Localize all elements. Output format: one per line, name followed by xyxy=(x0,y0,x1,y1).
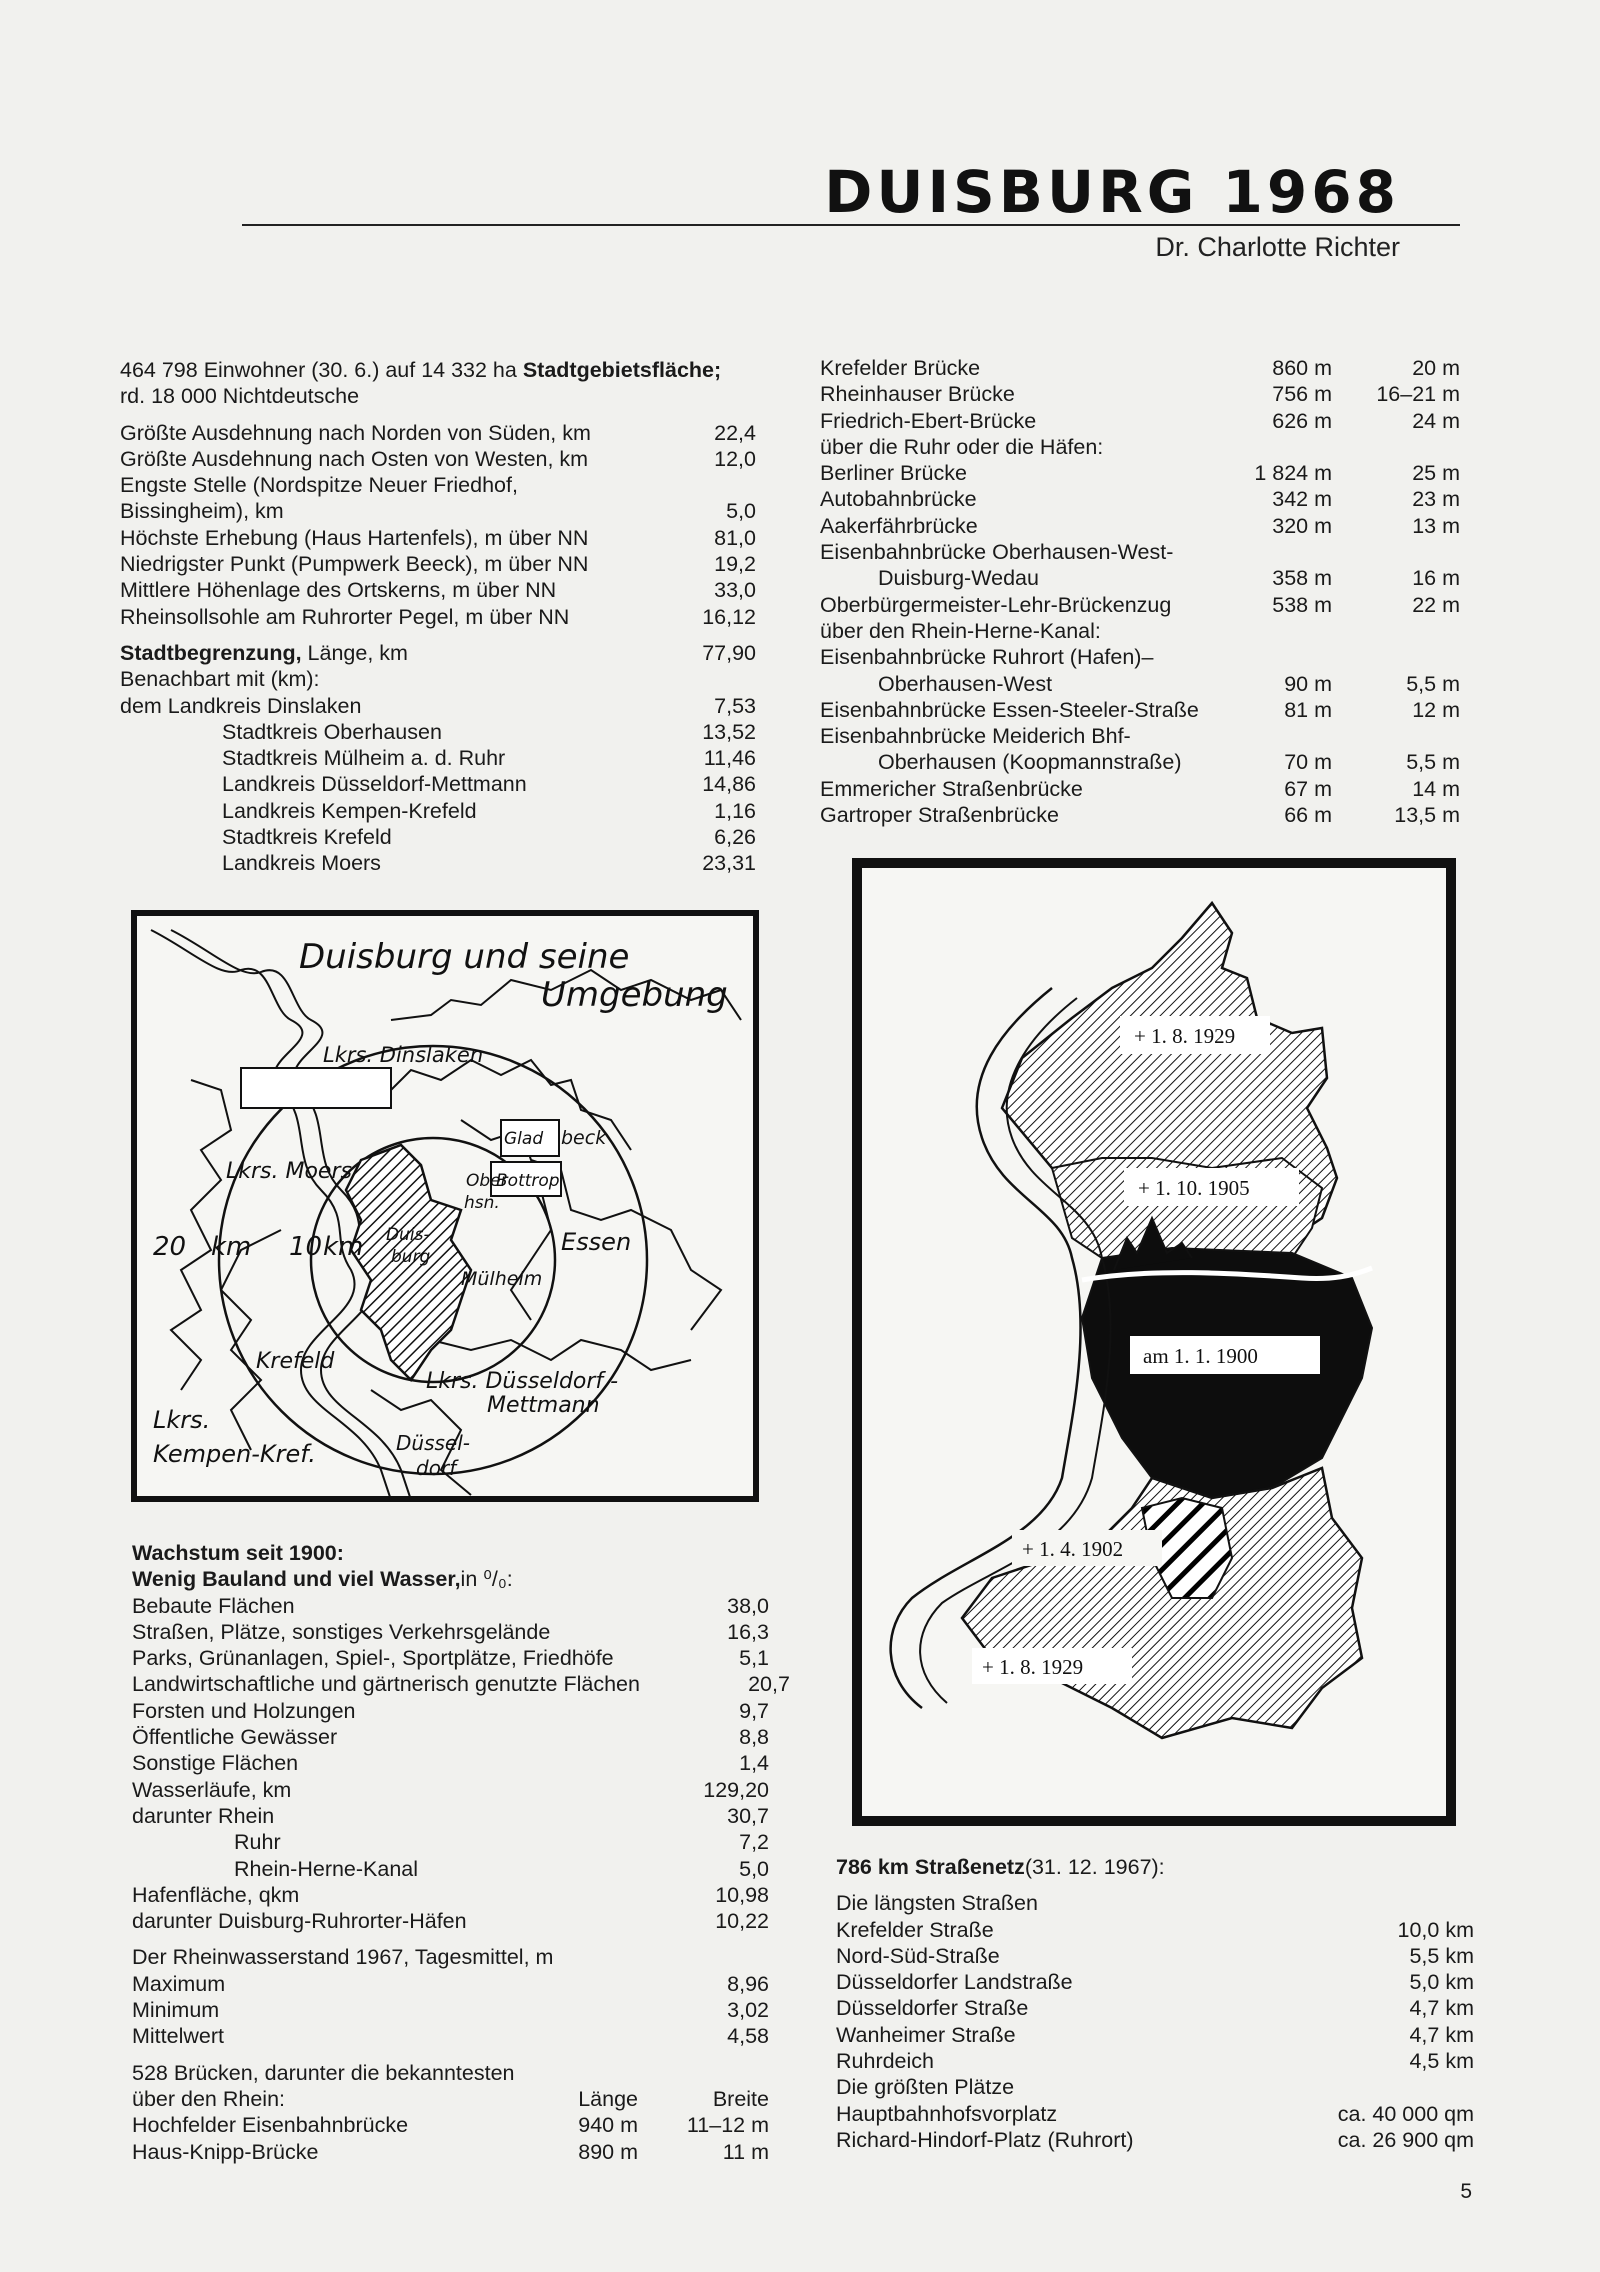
row-label: Minimum xyxy=(132,1998,220,2023)
table-row xyxy=(132,1856,769,1882)
bridge-length: 890 m xyxy=(578,2139,638,2164)
row-value: 7,2 xyxy=(739,1830,769,1855)
page-title: DUISBURG 1968 xyxy=(824,158,1400,226)
row-label-suffix: Länge, km xyxy=(301,640,408,665)
table-row xyxy=(120,719,756,745)
table-row xyxy=(836,2074,1474,2100)
row-value: 5,0 km xyxy=(1409,1970,1474,1995)
label-1902: + 1. 4. 1902 xyxy=(1022,1537,1124,1561)
row-label: dem Landkreis Dinslaken xyxy=(120,693,362,718)
table-row xyxy=(120,383,756,409)
bridge-row xyxy=(820,644,1460,670)
streets-heading-bold: 786 km Straßenetz xyxy=(836,1855,1025,1879)
label-duesseldorf-1: Düssel- xyxy=(396,1431,470,1455)
surroundings-map xyxy=(131,910,759,1502)
row-label: Größte Ausdehnung nach Osten von Westen, km xyxy=(120,446,589,471)
row-value: 30,7 xyxy=(727,1803,769,1828)
bridge-width xyxy=(1332,434,1460,460)
bridge-row xyxy=(820,513,1460,539)
table-row xyxy=(836,1995,1474,2021)
bridge-row xyxy=(820,671,1460,697)
row-value: 14,86 xyxy=(702,772,756,797)
row-value: 33,0 xyxy=(714,578,756,603)
bridge-name: Oberhausen-West xyxy=(878,671,1053,696)
title-rule xyxy=(242,224,1460,226)
author-name: Dr. Charlotte Richter xyxy=(1155,232,1400,262)
label-oberhausen-1: Ober xyxy=(466,1171,508,1191)
label-gladbeck-2: beck xyxy=(561,1127,607,1149)
row-value xyxy=(606,472,756,498)
row-label: Maximum xyxy=(132,1971,226,1996)
rhine-bridges-header-width: Breite xyxy=(712,2086,769,2111)
row-value xyxy=(606,666,756,692)
map-title-line2: Umgebung xyxy=(541,975,728,1015)
row-label: Rheinsollsohle am Ruhrorter Pegel, m über NN xyxy=(120,604,570,629)
row-label: Ruhr xyxy=(234,1830,281,1855)
row-value: 5,0 xyxy=(726,499,756,524)
row-value: 10,22 xyxy=(715,1909,769,1934)
row-label: Die größten Plätze xyxy=(836,2075,1015,2100)
bridge-row xyxy=(820,802,1460,828)
bridge-row xyxy=(820,723,1460,749)
bridge-name: Berliner Brücke xyxy=(820,461,967,486)
label-km-20: km xyxy=(211,1232,252,1262)
label-krefeld: Krefeld xyxy=(256,1349,335,1374)
bridge-width: 11–12 m xyxy=(686,2113,769,2138)
growth-heading-1: Wachstum seit 1900: xyxy=(132,1541,344,1565)
bridge-name: Eisenbahnbrücke Essen-Steeler-Straße xyxy=(820,697,1199,722)
row-value: 10,0 km xyxy=(1397,1917,1474,1942)
row-label: Parks, Grünanlagen, Spiel-, Sportplätze, Friedhöfe xyxy=(132,1646,614,1671)
row-value: 4,58 xyxy=(727,2024,769,2049)
row-label: Wanheimer Straße xyxy=(836,2022,1016,2047)
row-label: Bebaute Flächen xyxy=(132,1593,295,1618)
table-row xyxy=(120,551,756,577)
row-value: 16,3 xyxy=(727,1619,769,1644)
table-row xyxy=(132,1619,769,1645)
bridge-row xyxy=(820,408,1460,434)
bridge-name: über den Rhein-Herne-Kanal: xyxy=(820,618,1101,643)
bridge-width xyxy=(1332,618,1460,644)
label-duesseldorf-mettmann-2: Mettmann xyxy=(487,1393,600,1418)
bridge-length: 756 m xyxy=(1272,382,1332,407)
surroundings-map-svg xyxy=(131,910,759,1502)
row-value: 4,5 km xyxy=(1409,2049,1474,2074)
row-value: ca. 40 000 qm xyxy=(1337,2101,1474,2126)
bridge-name: Krefelder Brücke xyxy=(820,356,981,380)
row-value xyxy=(606,383,756,409)
row-label: Düsseldorfer Landstraße xyxy=(836,1970,1073,1995)
row-label: Höchste Erhebung (Haus Hartenfels), m über NN xyxy=(120,525,589,550)
table-row xyxy=(120,498,756,524)
bridge-length: 538 m xyxy=(1272,592,1332,617)
bridge-length: 66 m xyxy=(1284,803,1332,828)
row-value: 1,4 xyxy=(739,1751,769,1776)
label-oberhausen-2: hsn. xyxy=(464,1193,500,1213)
table-row xyxy=(120,357,756,383)
bridge-length xyxy=(1202,434,1332,460)
table-row xyxy=(836,1943,1474,1969)
bridge-width: 22 m xyxy=(1412,592,1460,617)
bridge-row xyxy=(132,2112,769,2138)
row-value: 4,7 km xyxy=(1409,2022,1474,2047)
row-value: 22,4 xyxy=(714,420,756,445)
city-statistics xyxy=(120,357,756,877)
bridge-length: 1 824 m xyxy=(1254,461,1332,486)
row-value: ca. 26 900 qm xyxy=(1337,2127,1474,2152)
bridge-width: 12 m xyxy=(1412,697,1460,722)
bridge-length: 70 m xyxy=(1284,750,1332,775)
streets-heading-rest: (31. 12. 1967): xyxy=(1024,1855,1165,1879)
row-label: Mittelwert xyxy=(132,2024,224,2049)
table-row xyxy=(132,1829,769,1855)
bridge-length: 940 m xyxy=(578,2113,638,2138)
bridge-name: Eisenbahnbrücke Meiderich Bhf- xyxy=(820,724,1131,749)
label-gladbeck-1: Glad xyxy=(504,1129,544,1149)
row-label: Größte Ausdehnung nach Norden von Süden, km xyxy=(120,420,591,445)
table-row xyxy=(120,525,756,551)
label-1900: am 1. 1. 1900 xyxy=(1143,1344,1258,1368)
bridge-row xyxy=(820,434,1460,460)
label-muelheim: Mülheim xyxy=(461,1268,543,1290)
bridge-length xyxy=(1202,723,1332,749)
table-row xyxy=(120,604,756,630)
row-label: Mittlere Höhenlage des Ortskerns, m über NN xyxy=(120,578,557,603)
row-label: Krefelder Straße xyxy=(836,1917,994,1942)
row-label: Engste Stelle (Nordspitze Neuer Friedhof, xyxy=(120,473,518,498)
bridge-name: über die Ruhr oder die Häfen: xyxy=(820,434,1104,459)
label-bottrop: Bottrop xyxy=(496,1171,560,1191)
row-value: 77,90 xyxy=(702,640,756,665)
bridge-row xyxy=(820,697,1460,723)
row-value: 1,16 xyxy=(714,798,756,823)
label-10: 10 xyxy=(289,1232,323,1262)
row-value: 10,98 xyxy=(715,1882,769,1907)
row-value: 8,8 xyxy=(739,1725,769,1750)
row-label: Der Rheinwasserstand 1967, Tagesmittel, m xyxy=(132,1945,554,1970)
label-duesseldorf-mettmann-1: Lkrs. Düsseldorf - xyxy=(426,1369,619,1394)
row-label: Wasserläufe, km xyxy=(132,1777,292,1802)
row-label: Ruhrdeich xyxy=(836,2049,934,2074)
bridge-row xyxy=(820,355,1460,381)
bridge-length: 320 m xyxy=(1272,513,1332,538)
table-row xyxy=(132,1724,769,1750)
bridge-length: 90 m xyxy=(1284,671,1332,696)
bridge-width xyxy=(1332,644,1460,670)
rhine-bridges-intro: 528 Brücken, darunter die bekanntesten xyxy=(132,2060,515,2085)
table-row xyxy=(120,472,756,498)
rhine-bridges-header xyxy=(132,2086,769,2112)
bridge-width xyxy=(1332,539,1460,565)
bridge-length xyxy=(1202,618,1332,644)
bridge-width: 5,5 m xyxy=(1406,750,1460,775)
row-value: 23,31 xyxy=(702,851,756,876)
row-label: Sonstige Flächen xyxy=(132,1751,299,1776)
label-20: 20 xyxy=(153,1232,187,1262)
bridge-name: Hochfelder Eisenbahnbrücke xyxy=(132,2113,409,2138)
row-label: Hauptbahnhofsvorplatz xyxy=(836,2101,1058,2126)
bridge-name: Eisenbahnbrücke Ruhrort (Hafen)– xyxy=(820,645,1154,670)
bridge-name: Emmericher Straßenbrücke xyxy=(820,776,1083,801)
bridge-name: Rheinhauser Brücke xyxy=(820,382,1015,407)
row-label: Öffentliche Gewässer xyxy=(132,1725,338,1750)
row-value: 5,0 xyxy=(739,1856,769,1881)
row-value: 129,20 xyxy=(703,1777,769,1802)
label-kempen-2: Kempen-Kref. xyxy=(153,1440,316,1468)
bridge-row xyxy=(820,618,1460,644)
incorporation-map xyxy=(852,858,1456,1826)
row-label: Landwirtschaftliche und gärtnerisch genutzte Flächen xyxy=(132,1672,640,1697)
table-row xyxy=(836,2101,1474,2127)
bridge-width: 20 m xyxy=(1412,356,1460,380)
bridge-width: 13,5 m xyxy=(1394,803,1460,828)
table-row xyxy=(836,1917,1474,1943)
row-value: 3,02 xyxy=(727,1998,769,2023)
label-duisburg-1: Duis- xyxy=(386,1225,430,1245)
row-label: Stadtkreis Mülheim a. d. Ruhr xyxy=(222,746,506,771)
bridge-width: 14 m xyxy=(1412,776,1460,801)
label-south-1929: + 1. 8. 1929 xyxy=(982,1655,1084,1679)
growth-heading-2: Wenig Bauland und viel Wasser, xyxy=(132,1567,461,1592)
bridge-row xyxy=(820,776,1460,802)
row-label: Stadtkreis Krefeld xyxy=(222,825,392,850)
table-row xyxy=(132,1750,769,1776)
table-row xyxy=(132,1944,769,1970)
bridge-width: 16 m xyxy=(1412,566,1460,591)
label-1905: + 1. 10. 1905 xyxy=(1138,1176,1250,1200)
bridge-name: Duisburg-Wedau xyxy=(878,566,1039,591)
row-label: 464 798 Einwohner (30. 6.) auf 14 332 ha xyxy=(120,358,523,382)
label-kempen-1: Lkrs. xyxy=(153,1406,211,1434)
label-north-1929: + 1. 8. 1929 xyxy=(1134,1024,1236,1048)
table-row xyxy=(120,771,756,797)
table-row xyxy=(836,2048,1474,2074)
bridge-length xyxy=(1202,539,1332,565)
bridge-row xyxy=(820,592,1460,618)
bridge-length xyxy=(1202,644,1332,670)
table-row xyxy=(120,577,756,603)
row-value: 6,26 xyxy=(714,825,756,850)
table-row xyxy=(120,798,756,824)
row-value: 16,12 xyxy=(702,604,756,629)
bridge-width: 25 m xyxy=(1412,461,1460,486)
table-row xyxy=(836,2022,1474,2048)
growth-statistics xyxy=(132,1540,790,2165)
row-label: Forsten und Holzungen xyxy=(132,1698,356,1723)
table-row xyxy=(132,1645,769,1671)
growth-heading-suffix: in ⁰/₀: xyxy=(460,1567,513,1592)
map-title-line1: Duisburg und seine xyxy=(299,937,630,977)
table-row xyxy=(132,2023,769,2049)
row-value: 5,5 km xyxy=(1409,1943,1474,1968)
street-statistics xyxy=(836,1854,1474,2153)
row-value: 12,0 xyxy=(714,446,756,471)
row-label: Landkreis Kempen-Krefeld xyxy=(222,798,477,823)
table-row xyxy=(120,420,756,446)
row-label: darunter Rhein xyxy=(132,1803,275,1828)
row-label: Die längsten Straßen xyxy=(836,1891,1038,1916)
row-value xyxy=(619,1944,769,1970)
row-label: Niedrigster Punkt (Pumpwerk Beeck), m über NN xyxy=(120,552,589,577)
row-label: Nord-Süd-Straße xyxy=(836,1943,1000,1968)
row-value: 11,46 xyxy=(703,746,756,771)
bridge-list xyxy=(820,355,1460,828)
bridge-name: Autobahnbrücke xyxy=(820,487,977,512)
bridge-length: 860 m xyxy=(1272,356,1332,380)
page-number: 5 xyxy=(1460,2180,1472,2203)
row-label: Bissingheim), km xyxy=(120,499,284,524)
bridge-row xyxy=(820,539,1460,565)
bridge-name: Oberhausen (Koopmannstraße) xyxy=(878,750,1182,775)
table-row xyxy=(120,666,756,692)
table-row xyxy=(836,2127,1474,2153)
bridge-width: 5,5 m xyxy=(1406,671,1460,696)
row-label: Straßen, Plätze, sonstiges Verkehrsgelände xyxy=(132,1619,551,1644)
table-row xyxy=(120,850,756,876)
bridge-name: Oberbürgermeister-Lehr-Brückenzug xyxy=(820,592,1172,617)
rhine-bridges-header-length: Länge xyxy=(578,2086,638,2111)
bridge-width: 24 m xyxy=(1412,408,1460,433)
bridge-width: 11 m xyxy=(722,2139,769,2164)
bridge-row xyxy=(820,749,1460,775)
bridge-row xyxy=(132,2139,769,2165)
label-essen: Essen xyxy=(561,1228,632,1256)
row-value: 38,0 xyxy=(727,1593,769,1618)
bridge-length: 67 m xyxy=(1284,776,1332,801)
bridge-length: 358 m xyxy=(1272,566,1332,591)
row-value: 13,52 xyxy=(702,719,756,744)
bridge-row xyxy=(820,460,1460,486)
table-row xyxy=(132,1971,769,1997)
table-row xyxy=(132,1803,769,1829)
row-label: Landkreis Düsseldorf-Mettmann xyxy=(222,772,527,797)
bridge-length: 626 m xyxy=(1272,408,1332,433)
row-label-bold: Stadtbegrenzung, xyxy=(120,640,302,665)
row-value xyxy=(1304,1890,1474,1916)
table-row xyxy=(132,1698,769,1724)
row-value: 8,96 xyxy=(727,1971,769,1996)
table-row xyxy=(120,446,756,472)
row-label: Stadtkreis Oberhausen xyxy=(222,719,442,744)
rhine-bridges-header-label: über den Rhein: xyxy=(132,2086,285,2111)
bridge-width: 13 m xyxy=(1412,513,1460,538)
bridge-name: Aakerfährbrücke xyxy=(820,513,978,538)
table-row xyxy=(132,1997,769,2023)
bridge-width: 23 m xyxy=(1412,487,1460,512)
row-label: Rhein-Herne-Kanal xyxy=(234,1856,419,1881)
label-moers: Lkrs. Moers xyxy=(226,1159,352,1184)
row-value: 20,7 xyxy=(748,1672,790,1697)
row-label: Benachbart mit (km): xyxy=(120,667,320,692)
row-value: 9,7 xyxy=(739,1698,769,1723)
bridge-name: Friedrich-Ebert-Brücke xyxy=(820,408,1037,433)
row-label: Landkreis Moers xyxy=(222,851,381,876)
bridge-row xyxy=(820,486,1460,512)
row-value: 5,1 xyxy=(739,1646,769,1671)
label-dinslaken: Lkrs. Dinslaken xyxy=(323,1043,484,1067)
row-label: rd. 18 000 Nichtdeutsche xyxy=(120,384,360,409)
table-row xyxy=(132,1882,769,1908)
label-duesseldorf-2: dorf xyxy=(416,1456,457,1480)
table-row xyxy=(120,745,756,771)
row-label: Hafenfläche, qkm xyxy=(132,1882,300,1907)
table-row xyxy=(120,640,756,666)
label-duisburg-2: burg xyxy=(391,1247,431,1267)
row-value xyxy=(1304,2074,1474,2100)
bridge-name: Eisenbahnbrücke Oberhausen-West- xyxy=(820,540,1174,565)
row-value: 19,2 xyxy=(714,552,756,577)
table-row xyxy=(132,1593,769,1619)
row-label: Richard-Hindorf-Platz (Ruhrort) xyxy=(836,2127,1134,2152)
row-value: 7,53 xyxy=(714,693,756,718)
bridge-row xyxy=(820,381,1460,407)
bridge-name: Gartroper Straßenbrücke xyxy=(820,803,1059,828)
row-value: 4,7 km xyxy=(1409,1996,1474,2021)
bridge-width xyxy=(1332,723,1460,749)
bridge-length: 81 m xyxy=(1284,697,1332,722)
table-row xyxy=(120,693,756,719)
bridge-name: Haus-Knipp-Brücke xyxy=(132,2139,319,2164)
bridge-row xyxy=(820,565,1460,591)
label-km-10: km xyxy=(323,1232,364,1262)
table-row xyxy=(836,1969,1474,1995)
bridge-length: 342 m xyxy=(1272,487,1332,512)
table-row xyxy=(836,1890,1474,1916)
incorporation-map-svg xyxy=(852,858,1456,1826)
row-label-bold: Stadtgebietsfläche; xyxy=(522,358,722,382)
table-row xyxy=(120,824,756,850)
row-value: 81,0 xyxy=(714,525,756,550)
row-label: darunter Duisburg-Ruhrorter-Häfen xyxy=(132,1909,467,1934)
table-row xyxy=(132,1777,769,1803)
bridge-width: 16–21 m xyxy=(1376,382,1460,407)
table-row xyxy=(132,1908,769,1934)
table-row xyxy=(132,1671,790,1697)
row-label: Düsseldorfer Straße xyxy=(836,1996,1029,2021)
